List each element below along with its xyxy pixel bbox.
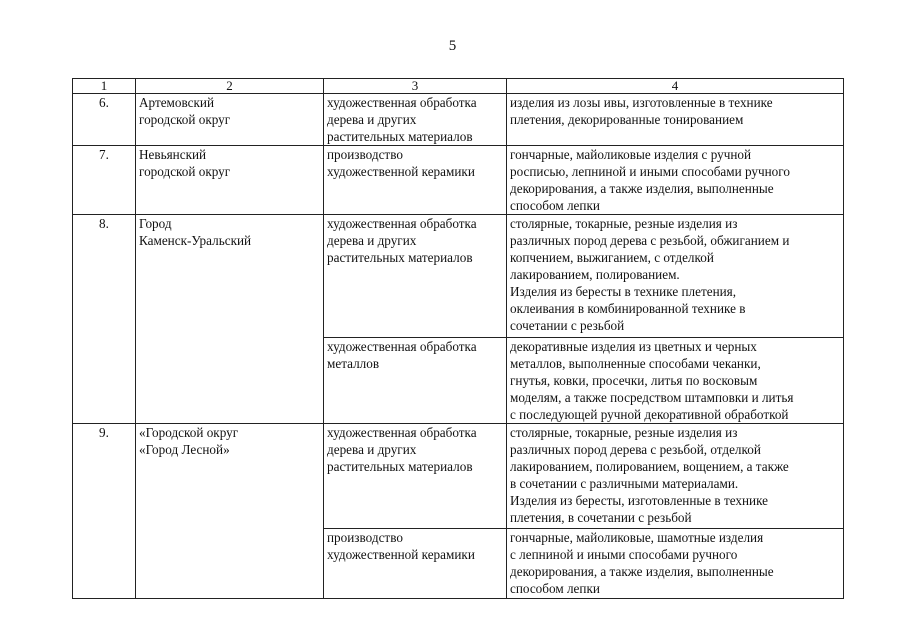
craft-cell: художественная обработка дерева и других растительных материалов [324, 94, 507, 146]
column-header-3: 3 [324, 79, 507, 94]
municipality-cell: Город Каменск-Уральский [136, 215, 324, 424]
craft-cell: художественная обработка дерева и других растительных материалов [324, 215, 507, 338]
column-header-2: 2 [136, 79, 324, 94]
row-number: 8. [73, 215, 136, 424]
crafts-table [72, 78, 844, 599]
column-header-4: 4 [507, 79, 844, 94]
products-cell: гончарные, майоликовые изделия с ручной росписью, лепниной и иными способами ручного декорирования, а также изделия, выполненные способом лепки [507, 146, 844, 215]
municipality-cell: Артемовский городской округ [136, 94, 324, 146]
table-row [73, 146, 844, 215]
products-cell: столярные, токарные, резные изделия из различных пород дерева с резьбой, обжиганием и копчением, выжиганием, с отделкой лакированием, полированием. Изделия из бересты в технике плетения, оклеивания в комбинированной технике в сочетании с резьбой [507, 215, 844, 338]
header-row [73, 79, 844, 94]
products-cell: изделия из лозы ивы, изготовленные в технике плетения, декорированные тонированием [507, 94, 844, 146]
column-header-1: 1 [73, 79, 136, 94]
table-row [73, 215, 844, 338]
products-cell: декоративные изделия из цветных и черных металлов, выполненные способами чеканки, гнутья, ковки, просечки, литья по восковым моделям, а также посредством штамповки и литья с последующей ручной декоративной обработкой [507, 338, 844, 424]
products-cell: столярные, токарные, резные изделия из различных пород дерева с резьбой, отделкой лакированием, полированием, вощением, а также в сочетании с различными материалами. Изделия из бересты, изготовленные в технике плетения, в сочетании с резьбой [507, 424, 844, 529]
municipality-cell: «Городской округ «Город Лесной» [136, 424, 324, 599]
municipality-cell: Невьянский городской округ [136, 146, 324, 215]
craft-cell: художественная обработка дерева и других растительных материалов [324, 424, 507, 529]
row-number: 9. [73, 424, 136, 599]
table-row [73, 94, 844, 146]
craft-cell: производство художественной керамики [324, 529, 507, 599]
craft-cell: художественная обработка металлов [324, 338, 507, 424]
craft-cell: производство художественной керамики [324, 146, 507, 215]
products-cell: гончарные, майоликовые, шамотные изделия с лепниной и иными способами ручного декорирования, а также изделия, выполненные способом лепки [507, 529, 844, 599]
row-number: 7. [73, 146, 136, 215]
row-number: 6. [73, 94, 136, 146]
table-row [73, 424, 844, 529]
page-number: 5 [448, 38, 457, 54]
